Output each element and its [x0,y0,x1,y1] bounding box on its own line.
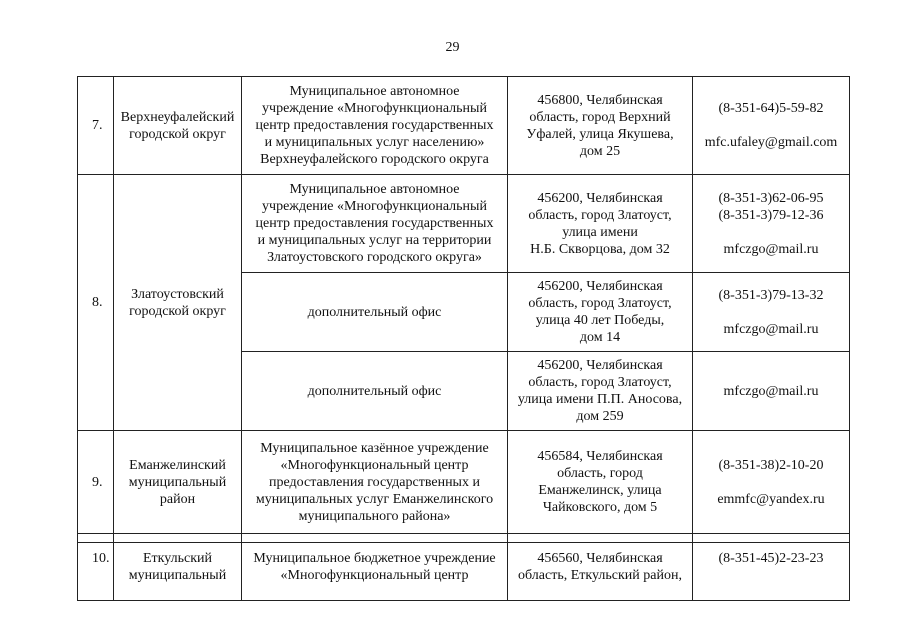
row-number: 10. [78,543,114,601]
organization-cell: дополнительный офис [242,273,508,352]
phone: (8-351-38)2-10-20 [718,457,824,473]
contact-cell [693,352,850,431]
phone: (8-351-64)5-59-82 [718,101,824,116]
table-row [78,431,850,534]
phone: (8-351-3)62-06-95 [718,190,824,206]
district-cell: Еманжелинский муниципальный район [114,431,242,534]
row-separator [78,534,850,543]
email: mfczgo@mail.ru [723,383,819,399]
row-number: 9. [78,431,114,534]
row-number: 8. [78,175,114,431]
organization-cell: дополнительный офис [242,352,508,431]
table-row [78,543,850,601]
email: mfczgo@mail.ru [723,321,819,337]
organization-cell: Муниципальное казённое учреждение «Многофункциональный центр предоставления государственных и муниципальных услуг Еманжелинского муниципального района» [242,431,508,534]
address-cell: 456560, Челябинская область, Еткульский район, [508,543,693,601]
organization-cell: Муниципальное бюджетное учреждение «Многофункциональный центр [242,543,508,601]
address-cell: 456800, Челябинская область, город Верхний Уфалей, улица Якушева, дом 25 [508,77,693,175]
organization-cell: Муниципальное автономное учреждение «Многофункциональный центр предоставления государственных и муниципальных услуг на территории Златоустовского городского округа» [242,175,508,273]
contact-cell [693,273,850,352]
email: mfczgo@mail.ru [723,241,819,257]
organization-cell: Муниципальное автономное учреждение «Многофункциональный центр предоставления государственных и муниципальных услуг населению» Верхнеуфалейского городского округа [242,77,508,175]
phone: (8-351-45)2-23-23 [718,551,824,566]
contact-cell [693,175,850,273]
contact-cell [693,543,850,601]
email: mfc.ufaley@gmail.com [704,135,838,150]
table-row [78,77,850,175]
address-cell: 456584, Челябинская область, город Еманжелинск, улица Чайковского, дом 5 [508,431,693,534]
address-cell: 456200, Челябинская область, город Златоуст, улица имени Н.Б. Скворцова, дом 32 [508,175,693,273]
district-cell: Верхнеуфалейский городской округ [114,77,242,175]
district-cell: Златоустовский городской округ [114,175,242,431]
phone: (8-351-3)79-13-32 [718,287,824,303]
table-row [78,175,850,273]
page-number: 29 [445,40,460,55]
row-number: 7. [78,77,114,175]
mfc-table [77,76,850,601]
email: emmfc@yandex.ru [717,491,825,507]
contact-cell [693,431,850,534]
phone: (8-351-3)79-12-36 [718,207,824,223]
address-cell: 456200, Челябинская область, город Златоуст, улица 40 лет Победы, дом 14 [508,273,693,352]
district-cell: Еткульский муниципальный [114,543,242,601]
contact-cell [693,77,850,175]
address-cell: 456200, Челябинская область, город Златоуст, улица имени П.П. Аносова, дом 259 [508,352,693,431]
